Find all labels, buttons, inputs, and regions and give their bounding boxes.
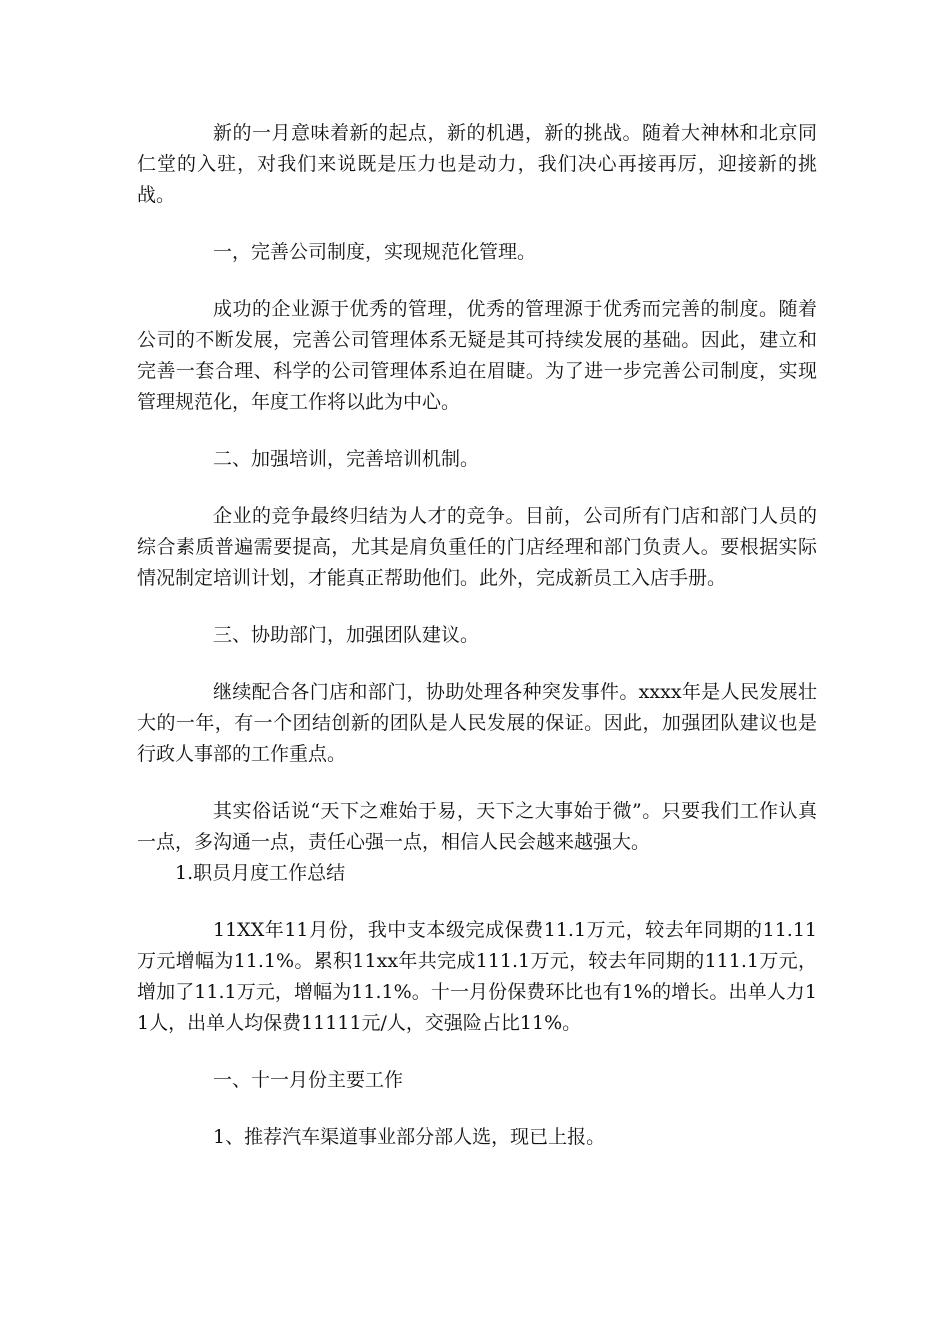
list-item: 1、推荐汽车渠道事业部分部人选，现已上报。 <box>213 1126 606 1148</box>
document-body <box>137 118 817 1153</box>
intro-paragraph: 新的一月意味着新的起点，新的机遇，新的挑战。随着大神林和北京同仁堂的入驻，对我们来说既是压力也是动力，我们决心再接再厉，迎接新的挑战。 <box>137 122 817 206</box>
summary-paragraph: 11XX年11月份，我中支本级完成保费11.1万元，较去年同期的11.11万元增幅为11.1%。累积11xx年共完成111.1万元，较去年同期的111.1万元，增加了11.1万元，增幅为11.1%。十一月份保费环比也有1%的增长。出单人力11人，出单人均保费11111元/人，交强险占比11%。 <box>137 919 817 1034</box>
section-heading-november: 一、十一月份主要工作 <box>213 1069 404 1091</box>
section-heading-1: 一，完善公司制度，实现规范化管理。 <box>213 241 537 263</box>
body-paragraph: 成功的企业源于优秀的管理，优秀的管理源于优秀而完善的制度。随着公司的不断发展，完善公司管理体系无疑是其可持续发展的基础。因此，建立和完善一套合理、科学的公司管理体系迫在眉睫。为了进一步完善公司制度，实现管理规范化，年度工作将以此为中心。 <box>137 298 817 413</box>
body-paragraph: 企业的竞争最终归结为人才的竞争。目前，公司所有门店和部门人员的综合素质普遍需要提高，尤其是肩负重任的门店经理和部门负责人。要根据实际情况制定培训计划，才能真正帮助他们。此外，完成新员工入店手册。 <box>137 505 817 589</box>
numbered-heading: 1.职员月度工作总结 <box>175 862 346 884</box>
body-paragraph: 继续配合各门店和部门，协助处理各种突发事件。xxxx年是人民发展壮大的一年，有一个团结创新的团队是人民发展的保证。因此，加强团队建议也是行政人事部的工作重点。 <box>137 681 817 765</box>
section-heading-2: 二、加强培训，完善培训机制。 <box>213 448 480 470</box>
body-paragraph: 其实俗话说“天下之难始于易，天下之大事始于微”。只要我们工作认真一点，多沟通一点，责任心强一点，相信人民会越来越强大。 <box>137 800 817 853</box>
section-heading-3: 三、协助部门，加强团队建议。 <box>213 624 480 646</box>
